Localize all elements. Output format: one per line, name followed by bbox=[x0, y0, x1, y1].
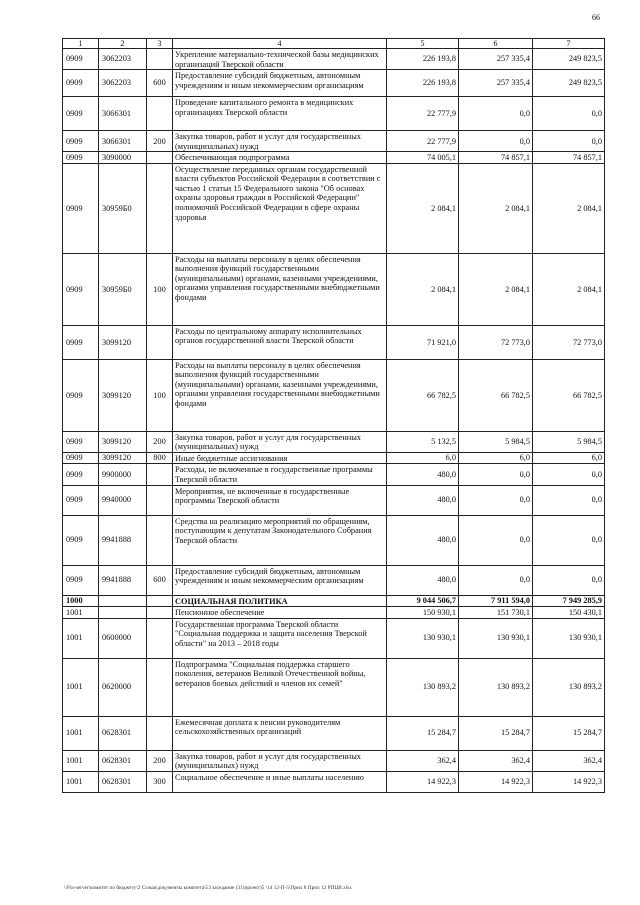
description-cell: Закупка товаров, работ и услуг для государственных (муниципальных) нужд bbox=[173, 750, 387, 771]
section-code-cell: 1001 bbox=[63, 771, 99, 792]
table-row bbox=[63, 452, 605, 464]
table-row bbox=[63, 70, 605, 97]
amount-2016-cell: 2 084,1 bbox=[459, 163, 533, 253]
description-cell: Обеспечивающая подпрограмма bbox=[173, 152, 387, 164]
amount-2016-cell: 6,0 bbox=[459, 452, 533, 464]
amount-2015-cell: 15 284,7 bbox=[387, 716, 459, 750]
amount-2015-cell: 226 193,8 bbox=[387, 49, 459, 70]
amount-2016-cell: 0,0 bbox=[459, 565, 533, 595]
target-code-cell: 3066301 bbox=[99, 131, 147, 152]
expense-type-cell: 100 bbox=[147, 253, 173, 325]
amount-2015-cell: 362,4 bbox=[387, 750, 459, 771]
header-cell: 3 bbox=[147, 39, 173, 49]
amount-2016-cell: 66 782,5 bbox=[459, 359, 533, 431]
table-header-row bbox=[63, 39, 605, 49]
expense-type-cell bbox=[147, 515, 173, 565]
table-row bbox=[63, 595, 605, 607]
target-code-cell: 9941888 bbox=[99, 565, 147, 595]
section-code-cell: 0909 bbox=[63, 163, 99, 253]
table-row bbox=[63, 163, 605, 253]
expense-type-cell bbox=[147, 97, 173, 131]
amount-2017-cell: 362,4 bbox=[533, 750, 605, 771]
amount-2017-cell: 0,0 bbox=[533, 515, 605, 565]
expense-type-cell bbox=[147, 658, 173, 716]
target-code-cell: 3062203 bbox=[99, 70, 147, 97]
amount-2016-cell: 0,0 bbox=[459, 464, 533, 485]
amount-2016-cell: 72 773,0 bbox=[459, 325, 533, 359]
amount-2017-cell: 2 084,1 bbox=[533, 253, 605, 325]
expense-type-cell bbox=[147, 716, 173, 750]
target-code-cell: 0600000 bbox=[99, 618, 147, 658]
amount-2015-cell: 22 777,9 bbox=[387, 97, 459, 131]
amount-2015-cell: 5 132,5 bbox=[387, 431, 459, 452]
expense-type-cell bbox=[147, 464, 173, 485]
expense-type-cell bbox=[147, 595, 173, 607]
section-code-cell: 0909 bbox=[63, 464, 99, 485]
amount-2015-cell: 150 930,1 bbox=[387, 607, 459, 619]
amount-2015-cell: 226 193,8 bbox=[387, 70, 459, 97]
expense-type-cell bbox=[147, 485, 173, 515]
amount-2016-cell: 0,0 bbox=[459, 97, 533, 131]
target-code-cell: 0620000 bbox=[99, 658, 147, 716]
target-code-cell: 3090000 bbox=[99, 152, 147, 164]
target-code-cell: 9900000 bbox=[99, 464, 147, 485]
description-cell: Осуществление переданных органам государственной власти субъектов Российской Федерации в соответствии с частью 1 статьи 15 Федерального закона "Об основах охраны здоровья граждан в Российской Федерации" полномочий Российской Федерации в сфере охраны здоровья bbox=[173, 163, 387, 253]
section-code-cell: 0909 bbox=[63, 253, 99, 325]
amount-2017-cell: 0,0 bbox=[533, 464, 605, 485]
expense-type-cell: 200 bbox=[147, 750, 173, 771]
description-cell: Расходы, не включенные в государственные программы Тверской области bbox=[173, 464, 387, 485]
expense-type-cell bbox=[147, 152, 173, 164]
target-code-cell: 30959Б0 bbox=[99, 163, 147, 253]
description-cell: Предоставление субсидий бюджетным, автономным учреждениям и иным некоммерческим организациям bbox=[173, 70, 387, 97]
expense-type-cell: 800 bbox=[147, 452, 173, 464]
amount-2016-cell: 7 911 594,0 bbox=[459, 595, 533, 607]
table-row bbox=[63, 565, 605, 595]
table-row bbox=[63, 97, 605, 131]
amount-2016-cell: 257 335,4 bbox=[459, 49, 533, 70]
amount-2016-cell: 0,0 bbox=[459, 485, 533, 515]
header-cell: 1 bbox=[63, 39, 99, 49]
amount-2015-cell: 66 782,5 bbox=[387, 359, 459, 431]
table-row bbox=[63, 359, 605, 431]
description-cell: Подпрограмма "Социальная поддержка старшего поколения, ветеранов Великой Отечественной войны, ветеранов боевых действий и членов их семей" bbox=[173, 658, 387, 716]
description-cell: Закупка товаров, работ и услуг для государственных (муниципальных) нужд bbox=[173, 131, 387, 152]
table-row bbox=[63, 658, 605, 716]
table-row bbox=[63, 515, 605, 565]
page-number: 66 bbox=[592, 13, 600, 22]
description-cell: Предоставление субсидий бюджетным, автономным учреждениям и иным некоммерческим организациям bbox=[173, 565, 387, 595]
amount-2017-cell: 0,0 bbox=[533, 97, 605, 131]
amount-2016-cell: 0,0 bbox=[459, 515, 533, 565]
section-code-cell: 1001 bbox=[63, 607, 99, 619]
section-code-cell: 0909 bbox=[63, 452, 99, 464]
section-code-cell: 1000 bbox=[63, 595, 99, 607]
amount-2017-cell: 0,0 bbox=[533, 131, 605, 152]
amount-2017-cell: 0,0 bbox=[533, 565, 605, 595]
target-code-cell: 3062203 bbox=[99, 49, 147, 70]
section-code-cell: 0909 bbox=[63, 565, 99, 595]
amount-2015-cell: 480,0 bbox=[387, 464, 459, 485]
amount-2017-cell: 14 922,3 bbox=[533, 771, 605, 792]
target-code-cell: 3099120 bbox=[99, 359, 147, 431]
target-code-cell bbox=[99, 595, 147, 607]
section-code-cell: 0909 bbox=[63, 325, 99, 359]
amount-2016-cell: 130 893,2 bbox=[459, 658, 533, 716]
table-row bbox=[63, 464, 605, 485]
description-cell: Средства на реализацию мероприятий по обращениям, поступающим к депутатам Законодательного Собрания Тверской области bbox=[173, 515, 387, 565]
section-code-cell: 0909 bbox=[63, 152, 99, 164]
description-cell: Расходы по центральному аппарату исполнительных органов государственной власти Тверской области bbox=[173, 325, 387, 359]
expense-type-cell: 600 bbox=[147, 565, 173, 595]
amount-2016-cell: 15 284,7 bbox=[459, 716, 533, 750]
section-code-cell: 1001 bbox=[63, 716, 99, 750]
amount-2016-cell: 151 730,1 bbox=[459, 607, 533, 619]
expense-type-cell bbox=[147, 163, 173, 253]
table-row bbox=[63, 618, 605, 658]
amount-2016-cell: 5 984,5 bbox=[459, 431, 533, 452]
target-code-cell: 3099120 bbox=[99, 325, 147, 359]
amount-2015-cell: 2 084,1 bbox=[387, 163, 459, 253]
amount-2017-cell: 249 823,5 bbox=[533, 49, 605, 70]
target-code-cell: 9941888 bbox=[99, 515, 147, 565]
table-row bbox=[63, 607, 605, 619]
amount-2017-cell: 130 893,2 bbox=[533, 658, 605, 716]
section-code-cell: 1001 bbox=[63, 658, 99, 716]
target-code-cell: 3099120 bbox=[99, 452, 147, 464]
amount-2015-cell: 6,0 bbox=[387, 452, 459, 464]
amount-2017-cell: 15 284,7 bbox=[533, 716, 605, 750]
description-cell: Расходы на выплаты персоналу в целях обеспечения выполнения функций государственными (муниципальными) органами, казенными учреждениями, органами управления государственными внебюджетными фондами bbox=[173, 359, 387, 431]
amount-2017-cell: 150 430,1 bbox=[533, 607, 605, 619]
amount-2016-cell: 362,4 bbox=[459, 750, 533, 771]
section-code-cell: 1001 bbox=[63, 618, 99, 658]
expense-type-cell: 200 bbox=[147, 131, 173, 152]
amount-2016-cell: 0,0 bbox=[459, 131, 533, 152]
section-code-cell: 0909 bbox=[63, 49, 99, 70]
amount-2016-cell: 14 922,3 bbox=[459, 771, 533, 792]
header-cell: 7 bbox=[533, 39, 605, 49]
target-code-cell: 0628301 bbox=[99, 716, 147, 750]
expense-type-cell bbox=[147, 49, 173, 70]
file-path-footer: \\Fin-server\комитет по бюджету\2 Созыв\документы комитета\53 заседание (31)проект)5 \14 12-П-5\Прил 8 Прил 12 РПЦВ.xlsx bbox=[64, 885, 352, 891]
amount-2015-cell: 22 777,9 bbox=[387, 131, 459, 152]
amount-2017-cell: 249 823,5 bbox=[533, 70, 605, 97]
section-code-cell: 0909 bbox=[63, 515, 99, 565]
header-cell: 5 bbox=[387, 39, 459, 49]
section-code-cell: 0909 bbox=[63, 131, 99, 152]
amount-2015-cell: 130 930,1 bbox=[387, 618, 459, 658]
table-row bbox=[63, 49, 605, 70]
amount-2015-cell: 14 922,3 bbox=[387, 771, 459, 792]
amount-2017-cell: 0,0 bbox=[533, 485, 605, 515]
table-row bbox=[63, 431, 605, 452]
section-code-cell: 0909 bbox=[63, 70, 99, 97]
amount-2016-cell: 2 084,1 bbox=[459, 253, 533, 325]
amount-2015-cell: 480,0 bbox=[387, 515, 459, 565]
header-cell: 4 bbox=[173, 39, 387, 49]
amount-2017-cell: 72 773,0 bbox=[533, 325, 605, 359]
header-cell: 2 bbox=[99, 39, 147, 49]
amount-2017-cell: 2 084,1 bbox=[533, 163, 605, 253]
description-cell: Проведение капитального ремонта в медицинских организациях Тверской области bbox=[173, 97, 387, 131]
target-code-cell: 3099120 bbox=[99, 431, 147, 452]
description-cell: Пенсионное обеспечение bbox=[173, 607, 387, 619]
amount-2015-cell: 130 893,2 bbox=[387, 658, 459, 716]
table-row bbox=[63, 152, 605, 164]
amount-2017-cell: 5 984,5 bbox=[533, 431, 605, 452]
description-cell: Мероприятия, не включенные в государственные программы Тверской области bbox=[173, 485, 387, 515]
description-cell: Закупка товаров, работ и услуг для государственных (муниципальных) нужд bbox=[173, 431, 387, 452]
amount-2015-cell: 480,0 bbox=[387, 485, 459, 515]
section-code-cell: 0909 bbox=[63, 359, 99, 431]
description-cell: Расходы на выплаты персоналу в целях обеспечения выполнения функций государственными (муниципальными) органами, казенными учреждениями, органами управления государственными внебюджетными фондами bbox=[173, 253, 387, 325]
target-code-cell: 30959Б0 bbox=[99, 253, 147, 325]
description-cell: Укрепление материально-технической базы медицинских организаций Тверской области bbox=[173, 49, 387, 70]
description-cell: Государственная программа Тверской области "Социальная поддержка и защита населения Тверской области" на 2013 – 2018 годы bbox=[173, 618, 387, 658]
budget-table bbox=[62, 38, 605, 793]
description-cell: Социальное обеспечение и иные выплаты населению bbox=[173, 771, 387, 792]
expense-type-cell bbox=[147, 618, 173, 658]
amount-2017-cell: 66 782,5 bbox=[533, 359, 605, 431]
expense-type-cell: 200 bbox=[147, 431, 173, 452]
table-row bbox=[63, 325, 605, 359]
amount-2017-cell: 7 949 285,9 bbox=[533, 595, 605, 607]
description-cell: Иные бюджетные ассигнования bbox=[173, 452, 387, 464]
target-code-cell bbox=[99, 607, 147, 619]
table-row bbox=[63, 131, 605, 152]
expense-type-cell bbox=[147, 607, 173, 619]
expense-type-cell: 600 bbox=[147, 70, 173, 97]
target-code-cell: 9940000 bbox=[99, 485, 147, 515]
section-code-cell: 0909 bbox=[63, 97, 99, 131]
expense-type-cell: 300 bbox=[147, 771, 173, 792]
amount-2015-cell: 9 044 506,7 bbox=[387, 595, 459, 607]
description-cell: СОЦИАЛЬНАЯ ПОЛИТИКА bbox=[173, 595, 387, 607]
amount-2016-cell: 130 930,1 bbox=[459, 618, 533, 658]
table-row bbox=[63, 485, 605, 515]
amount-2016-cell: 74 857,1 bbox=[459, 152, 533, 164]
target-code-cell: 0628301 bbox=[99, 750, 147, 771]
section-code-cell: 0909 bbox=[63, 485, 99, 515]
table-row bbox=[63, 750, 605, 771]
amount-2017-cell: 130 930,1 bbox=[533, 618, 605, 658]
amount-2015-cell: 71 921,0 bbox=[387, 325, 459, 359]
description-cell: Ежемесячная доплата к пенсии руководителям сельскохозяйственных организаций bbox=[173, 716, 387, 750]
table-row bbox=[63, 716, 605, 750]
table-row bbox=[63, 771, 605, 792]
amount-2016-cell: 257 335,4 bbox=[459, 70, 533, 97]
amount-2015-cell: 480,0 bbox=[387, 565, 459, 595]
header-cell: 6 bbox=[459, 39, 533, 49]
section-code-cell: 1001 bbox=[63, 750, 99, 771]
amount-2017-cell: 6,0 bbox=[533, 452, 605, 464]
target-code-cell: 3066301 bbox=[99, 97, 147, 131]
target-code-cell: 0628301 bbox=[99, 771, 147, 792]
expense-type-cell bbox=[147, 325, 173, 359]
section-code-cell: 0909 bbox=[63, 431, 99, 452]
amount-2015-cell: 74 005,1 bbox=[387, 152, 459, 164]
table-row bbox=[63, 253, 605, 325]
expense-type-cell: 100 bbox=[147, 359, 173, 431]
amount-2015-cell: 2 084,1 bbox=[387, 253, 459, 325]
amount-2017-cell: 74 857,1 bbox=[533, 152, 605, 164]
